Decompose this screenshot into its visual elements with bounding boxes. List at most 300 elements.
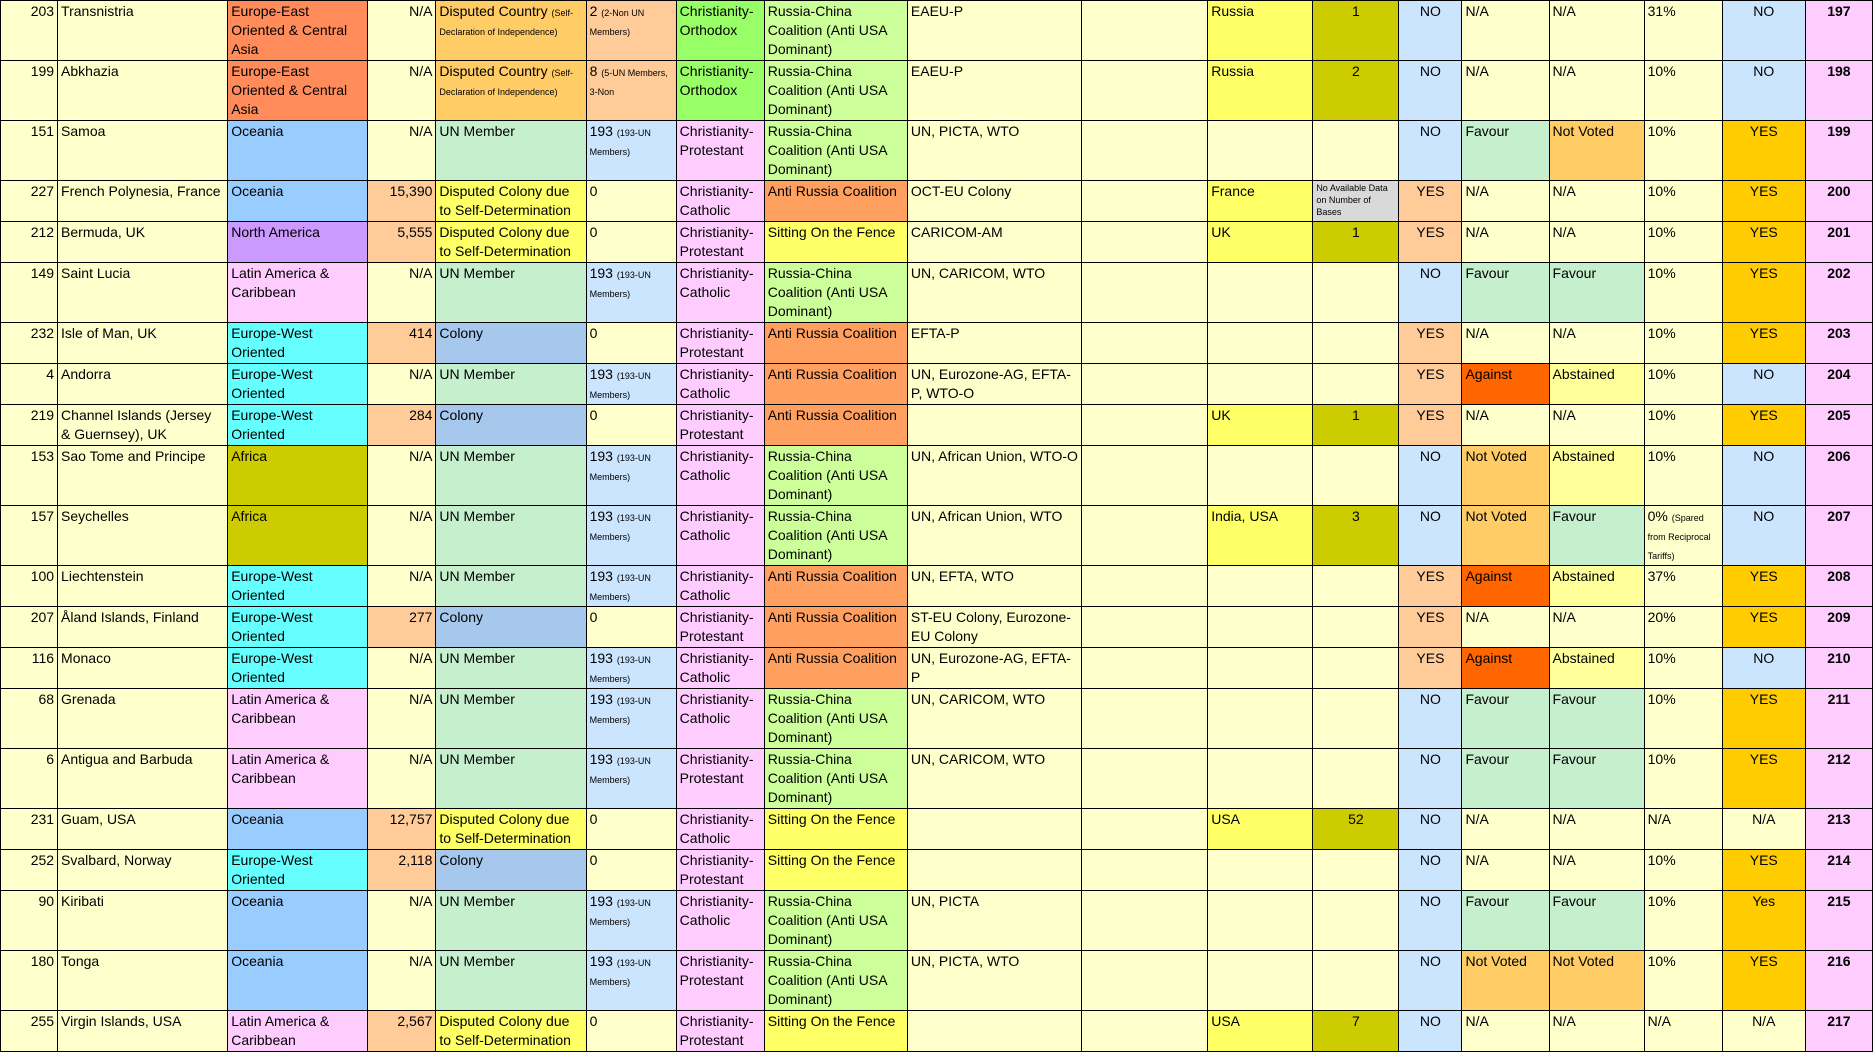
cell-flag[interactable] <box>1399 1011 1462 1052</box>
cell-bases-country[interactable] <box>1208 809 1313 850</box>
cell-id[interactable] <box>1 648 58 689</box>
cell-vote-1[interactable] <box>1462 891 1549 951</box>
cell-vote-2[interactable] <box>1549 566 1644 607</box>
cell-vote-2[interactable] <box>1549 364 1644 405</box>
cell-area[interactable] <box>368 121 436 181</box>
cell-rank[interactable] <box>1805 1 1872 61</box>
cell-members[interactable] <box>586 689 676 749</box>
cell-bases-country[interactable] <box>1208 566 1313 607</box>
cell-rank[interactable] <box>1805 222 1872 263</box>
cell-tariff[interactable] <box>1644 951 1722 1011</box>
cell-blank[interactable] <box>1082 1011 1208 1052</box>
cell-bases-count[interactable] <box>1313 648 1399 689</box>
cell-id[interactable] <box>1 566 58 607</box>
cell-religion[interactable] <box>676 607 764 648</box>
cell-status[interactable] <box>436 121 586 181</box>
cell-religion[interactable] <box>676 809 764 850</box>
cell-name[interactable] <box>58 607 228 648</box>
cell-orgs[interactable] <box>907 446 1081 506</box>
cell-name[interactable] <box>58 566 228 607</box>
cell-coalition[interactable] <box>764 323 907 364</box>
cell-area[interactable] <box>368 809 436 850</box>
cell-rank[interactable] <box>1805 648 1872 689</box>
cell-flag[interactable] <box>1399 446 1462 506</box>
cell-area[interactable] <box>368 749 436 809</box>
cell-blank[interactable] <box>1082 405 1208 446</box>
cell-blank[interactable] <box>1082 222 1208 263</box>
cell-bases-country[interactable] <box>1208 506 1313 566</box>
cell-religion[interactable] <box>676 121 764 181</box>
cell-vote-1[interactable] <box>1462 181 1549 222</box>
cell-vote-2[interactable] <box>1549 61 1644 121</box>
cell-id[interactable] <box>1 263 58 323</box>
cell-bases-country[interactable] <box>1208 1011 1313 1052</box>
cell-coalition[interactable] <box>764 263 907 323</box>
cell-area[interactable] <box>368 1 436 61</box>
cell-final[interactable] <box>1722 1011 1805 1052</box>
cell-tariff[interactable] <box>1644 1 1722 61</box>
cell-coalition[interactable] <box>764 951 907 1011</box>
cell-blank[interactable] <box>1082 749 1208 809</box>
cell-final[interactable] <box>1722 405 1805 446</box>
cell-rank[interactable] <box>1805 951 1872 1011</box>
cell-orgs[interactable] <box>907 809 1081 850</box>
cell-tariff[interactable] <box>1644 648 1722 689</box>
cell-final[interactable] <box>1722 121 1805 181</box>
cell-rank[interactable] <box>1805 364 1872 405</box>
cell-rank[interactable] <box>1805 181 1872 222</box>
cell-rank[interactable] <box>1805 61 1872 121</box>
cell-flag[interactable] <box>1399 648 1462 689</box>
cell-coalition[interactable] <box>764 689 907 749</box>
cell-region[interactable] <box>228 222 368 263</box>
cell-vote-1[interactable] <box>1462 689 1549 749</box>
cell-vote-2[interactable] <box>1549 648 1644 689</box>
cell-area[interactable] <box>368 951 436 1011</box>
cell-religion[interactable] <box>676 891 764 951</box>
cell-final[interactable] <box>1722 850 1805 891</box>
cell-rank[interactable] <box>1805 566 1872 607</box>
cell-members[interactable] <box>586 446 676 506</box>
cell-vote-2[interactable] <box>1549 749 1644 809</box>
cell-members[interactable] <box>586 1011 676 1052</box>
cell-area[interactable] <box>368 648 436 689</box>
cell-region[interactable] <box>228 1011 368 1052</box>
cell-final[interactable] <box>1722 323 1805 364</box>
cell-name[interactable] <box>58 951 228 1011</box>
cell-orgs[interactable] <box>907 891 1081 951</box>
cell-coalition[interactable] <box>764 749 907 809</box>
cell-status[interactable] <box>436 951 586 1011</box>
cell-name[interactable] <box>58 809 228 850</box>
cell-bases-count[interactable] <box>1313 809 1399 850</box>
cell-id[interactable] <box>1 364 58 405</box>
cell-bases-count[interactable] <box>1313 891 1399 951</box>
cell-orgs[interactable] <box>907 405 1081 446</box>
cell-vote-1[interactable] <box>1462 1 1549 61</box>
cell-bases-country[interactable] <box>1208 61 1313 121</box>
cell-rank[interactable] <box>1805 689 1872 749</box>
cell-bases-country[interactable] <box>1208 222 1313 263</box>
cell-id[interactable] <box>1 607 58 648</box>
cell-region[interactable] <box>228 364 368 405</box>
cell-religion[interactable] <box>676 566 764 607</box>
cell-vote-1[interactable] <box>1462 1011 1549 1052</box>
cell-region[interactable] <box>228 323 368 364</box>
cell-flag[interactable] <box>1399 364 1462 405</box>
cell-orgs[interactable] <box>907 689 1081 749</box>
cell-orgs[interactable] <box>907 648 1081 689</box>
cell-final[interactable] <box>1722 749 1805 809</box>
cell-blank[interactable] <box>1082 121 1208 181</box>
cell-vote-1[interactable] <box>1462 364 1549 405</box>
cell-members[interactable] <box>586 364 676 405</box>
cell-flag[interactable] <box>1399 689 1462 749</box>
cell-flag[interactable] <box>1399 222 1462 263</box>
cell-vote-2[interactable] <box>1549 181 1644 222</box>
cell-members[interactable] <box>586 891 676 951</box>
cell-status[interactable] <box>436 891 586 951</box>
cell-members[interactable] <box>586 809 676 850</box>
cell-blank[interactable] <box>1082 850 1208 891</box>
cell-bases-count[interactable] <box>1313 607 1399 648</box>
cell-vote-2[interactable] <box>1549 323 1644 364</box>
cell-tariff[interactable] <box>1644 607 1722 648</box>
cell-flag[interactable] <box>1399 566 1462 607</box>
cell-tariff[interactable] <box>1644 222 1722 263</box>
cell-bases-country[interactable] <box>1208 850 1313 891</box>
cell-tariff[interactable] <box>1644 809 1722 850</box>
cell-area[interactable] <box>368 364 436 405</box>
cell-vote-2[interactable] <box>1549 1011 1644 1052</box>
cell-bases-country[interactable] <box>1208 689 1313 749</box>
cell-members[interactable] <box>586 61 676 121</box>
cell-region[interactable] <box>228 891 368 951</box>
cell-members[interactable] <box>586 607 676 648</box>
cell-name[interactable] <box>58 263 228 323</box>
cell-tariff[interactable] <box>1644 749 1722 809</box>
cell-area[interactable] <box>368 222 436 263</box>
cell-status[interactable] <box>436 222 586 263</box>
cell-coalition[interactable] <box>764 405 907 446</box>
cell-coalition[interactable] <box>764 809 907 850</box>
cell-blank[interactable] <box>1082 506 1208 566</box>
cell-id[interactable] <box>1 1011 58 1052</box>
cell-status[interactable] <box>436 850 586 891</box>
cell-final[interactable] <box>1722 364 1805 405</box>
cell-members[interactable] <box>586 850 676 891</box>
cell-region[interactable] <box>228 749 368 809</box>
cell-flag[interactable] <box>1399 607 1462 648</box>
cell-id[interactable] <box>1 689 58 749</box>
cell-rank[interactable] <box>1805 850 1872 891</box>
cell-area[interactable] <box>368 323 436 364</box>
cell-vote-2[interactable] <box>1549 850 1644 891</box>
cell-region[interactable] <box>228 121 368 181</box>
cell-bases-count[interactable] <box>1313 1 1399 61</box>
cell-vote-1[interactable] <box>1462 566 1549 607</box>
cell-id[interactable] <box>1 446 58 506</box>
cell-id[interactable] <box>1 506 58 566</box>
cell-rank[interactable] <box>1805 607 1872 648</box>
cell-members[interactable] <box>586 222 676 263</box>
cell-vote-2[interactable] <box>1549 809 1644 850</box>
cell-members[interactable] <box>586 566 676 607</box>
cell-vote-2[interactable] <box>1549 506 1644 566</box>
cell-tariff[interactable] <box>1644 1011 1722 1052</box>
cell-vote-1[interactable] <box>1462 607 1549 648</box>
cell-rank[interactable] <box>1805 506 1872 566</box>
cell-vote-2[interactable] <box>1549 951 1644 1011</box>
cell-flag[interactable] <box>1399 405 1462 446</box>
cell-flag[interactable] <box>1399 749 1462 809</box>
cell-blank[interactable] <box>1082 951 1208 1011</box>
cell-id[interactable] <box>1 891 58 951</box>
cell-tariff[interactable] <box>1644 181 1722 222</box>
cell-vote-1[interactable] <box>1462 506 1549 566</box>
cell-tariff[interactable] <box>1644 323 1722 364</box>
cell-coalition[interactable] <box>764 121 907 181</box>
cell-final[interactable] <box>1722 181 1805 222</box>
cell-id[interactable] <box>1 181 58 222</box>
cell-vote-1[interactable] <box>1462 850 1549 891</box>
cell-id[interactable] <box>1 121 58 181</box>
cell-orgs[interactable] <box>907 1011 1081 1052</box>
cell-bases-country[interactable] <box>1208 891 1313 951</box>
cell-name[interactable] <box>58 323 228 364</box>
cell-orgs[interactable] <box>907 850 1081 891</box>
cell-vote-2[interactable] <box>1549 689 1644 749</box>
cell-bases-count[interactable] <box>1313 222 1399 263</box>
cell-coalition[interactable] <box>764 566 907 607</box>
cell-rank[interactable] <box>1805 405 1872 446</box>
cell-orgs[interactable] <box>907 951 1081 1011</box>
cell-blank[interactable] <box>1082 891 1208 951</box>
cell-religion[interactable] <box>676 749 764 809</box>
cell-tariff[interactable] <box>1644 850 1722 891</box>
cell-vote-2[interactable] <box>1549 263 1644 323</box>
cell-members[interactable] <box>586 951 676 1011</box>
cell-name[interactable] <box>58 689 228 749</box>
cell-religion[interactable] <box>676 1011 764 1052</box>
cell-bases-country[interactable] <box>1208 323 1313 364</box>
cell-bases-count[interactable] <box>1313 405 1399 446</box>
cell-status[interactable] <box>436 181 586 222</box>
cell-area[interactable] <box>368 405 436 446</box>
cell-tariff[interactable] <box>1644 121 1722 181</box>
cell-rank[interactable] <box>1805 121 1872 181</box>
cell-status[interactable] <box>436 263 586 323</box>
cell-members[interactable] <box>586 121 676 181</box>
cell-name[interactable] <box>58 121 228 181</box>
cell-blank[interactable] <box>1082 446 1208 506</box>
cell-name[interactable] <box>58 1 228 61</box>
cell-status[interactable] <box>436 446 586 506</box>
cell-religion[interactable] <box>676 1 764 61</box>
cell-final[interactable] <box>1722 506 1805 566</box>
cell-final[interactable] <box>1722 951 1805 1011</box>
cell-tariff[interactable] <box>1644 61 1722 121</box>
cell-status[interactable] <box>436 506 586 566</box>
cell-vote-1[interactable] <box>1462 121 1549 181</box>
cell-religion[interactable] <box>676 405 764 446</box>
cell-blank[interactable] <box>1082 181 1208 222</box>
cell-area[interactable] <box>368 850 436 891</box>
cell-orgs[interactable] <box>907 566 1081 607</box>
cell-rank[interactable] <box>1805 1011 1872 1052</box>
cell-vote-2[interactable] <box>1549 607 1644 648</box>
cell-area[interactable] <box>368 689 436 749</box>
cell-blank[interactable] <box>1082 364 1208 405</box>
cell-area[interactable] <box>368 181 436 222</box>
cell-name[interactable] <box>58 405 228 446</box>
cell-final[interactable] <box>1722 263 1805 323</box>
cell-vote-1[interactable] <box>1462 951 1549 1011</box>
cell-vote-1[interactable] <box>1462 405 1549 446</box>
cell-area[interactable] <box>368 446 436 506</box>
cell-bases-count[interactable] <box>1313 749 1399 809</box>
cell-religion[interactable] <box>676 506 764 566</box>
cell-region[interactable] <box>228 689 368 749</box>
cell-name[interactable] <box>58 364 228 405</box>
cell-flag[interactable] <box>1399 1 1462 61</box>
cell-tariff[interactable] <box>1644 506 1722 566</box>
cell-bases-count[interactable] <box>1313 566 1399 607</box>
cell-flag[interactable] <box>1399 951 1462 1011</box>
cell-region[interactable] <box>228 506 368 566</box>
cell-final[interactable] <box>1722 222 1805 263</box>
cell-orgs[interactable] <box>907 1 1081 61</box>
cell-orgs[interactable] <box>907 506 1081 566</box>
cell-region[interactable] <box>228 951 368 1011</box>
cell-region[interactable] <box>228 809 368 850</box>
cell-blank[interactable] <box>1082 61 1208 121</box>
cell-flag[interactable] <box>1399 121 1462 181</box>
cell-vote-1[interactable] <box>1462 61 1549 121</box>
cell-status[interactable] <box>436 1011 586 1052</box>
cell-final[interactable] <box>1722 1 1805 61</box>
cell-final[interactable] <box>1722 648 1805 689</box>
cell-status[interactable] <box>436 749 586 809</box>
cell-status[interactable] <box>436 1 586 61</box>
cell-bases-count[interactable] <box>1313 1011 1399 1052</box>
cell-bases-country[interactable] <box>1208 364 1313 405</box>
cell-region[interactable] <box>228 446 368 506</box>
cell-bases-country[interactable] <box>1208 749 1313 809</box>
cell-religion[interactable] <box>676 850 764 891</box>
cell-orgs[interactable] <box>907 607 1081 648</box>
cell-id[interactable] <box>1 1 58 61</box>
cell-flag[interactable] <box>1399 181 1462 222</box>
cell-area[interactable] <box>368 61 436 121</box>
cell-status[interactable] <box>436 689 586 749</box>
cell-vote-1[interactable] <box>1462 749 1549 809</box>
cell-final[interactable] <box>1722 809 1805 850</box>
cell-name[interactable] <box>58 506 228 566</box>
cell-members[interactable] <box>586 1 676 61</box>
cell-religion[interactable] <box>676 222 764 263</box>
cell-bases-country[interactable] <box>1208 446 1313 506</box>
cell-rank[interactable] <box>1805 749 1872 809</box>
cell-vote-1[interactable] <box>1462 323 1549 364</box>
cell-rank[interactable] <box>1805 263 1872 323</box>
cell-status[interactable] <box>436 405 586 446</box>
cell-religion[interactable] <box>676 689 764 749</box>
cell-orgs[interactable] <box>907 61 1081 121</box>
cell-vote-2[interactable] <box>1549 222 1644 263</box>
cell-rank[interactable] <box>1805 323 1872 364</box>
cell-status[interactable] <box>436 648 586 689</box>
cell-name[interactable] <box>58 749 228 809</box>
cell-id[interactable] <box>1 809 58 850</box>
cell-tariff[interactable] <box>1644 364 1722 405</box>
cell-coalition[interactable] <box>764 607 907 648</box>
cell-region[interactable] <box>228 405 368 446</box>
cell-orgs[interactable] <box>907 121 1081 181</box>
cell-religion[interactable] <box>676 263 764 323</box>
cell-name[interactable] <box>58 891 228 951</box>
cell-area[interactable] <box>368 607 436 648</box>
cell-coalition[interactable] <box>764 61 907 121</box>
cell-coalition[interactable] <box>764 506 907 566</box>
cell-region[interactable] <box>228 181 368 222</box>
cell-religion[interactable] <box>676 648 764 689</box>
cell-bases-country[interactable] <box>1208 607 1313 648</box>
cell-id[interactable] <box>1 951 58 1011</box>
cell-name[interactable] <box>58 222 228 263</box>
cell-area[interactable] <box>368 1011 436 1052</box>
cell-id[interactable] <box>1 405 58 446</box>
cell-flag[interactable] <box>1399 850 1462 891</box>
cell-blank[interactable] <box>1082 809 1208 850</box>
cell-status[interactable] <box>436 323 586 364</box>
cell-orgs[interactable] <box>907 364 1081 405</box>
cell-orgs[interactable] <box>907 263 1081 323</box>
cell-area[interactable] <box>368 506 436 566</box>
cell-name[interactable] <box>58 181 228 222</box>
cell-final[interactable] <box>1722 446 1805 506</box>
cell-status[interactable] <box>436 61 586 121</box>
cell-bases-count[interactable] <box>1313 850 1399 891</box>
cell-region[interactable] <box>228 61 368 121</box>
cell-coalition[interactable] <box>764 1011 907 1052</box>
cell-final[interactable] <box>1722 689 1805 749</box>
cell-religion[interactable] <box>676 364 764 405</box>
cell-vote-1[interactable] <box>1462 222 1549 263</box>
cell-bases-count[interactable] <box>1313 121 1399 181</box>
cell-status[interactable] <box>436 566 586 607</box>
cell-final[interactable] <box>1722 566 1805 607</box>
cell-area[interactable] <box>368 566 436 607</box>
cell-vote-2[interactable] <box>1549 891 1644 951</box>
cell-bases-country[interactable] <box>1208 648 1313 689</box>
cell-coalition[interactable] <box>764 222 907 263</box>
cell-bases-country[interactable] <box>1208 263 1313 323</box>
cell-coalition[interactable] <box>764 446 907 506</box>
cell-name[interactable] <box>58 648 228 689</box>
cell-bases-count[interactable] <box>1313 323 1399 364</box>
cell-id[interactable] <box>1 850 58 891</box>
cell-area[interactable] <box>368 891 436 951</box>
cell-vote-1[interactable] <box>1462 648 1549 689</box>
cell-region[interactable] <box>228 607 368 648</box>
cell-tariff[interactable] <box>1644 689 1722 749</box>
cell-religion[interactable] <box>676 446 764 506</box>
cell-members[interactable] <box>586 263 676 323</box>
cell-flag[interactable] <box>1399 506 1462 566</box>
cell-final[interactable] <box>1722 61 1805 121</box>
cell-final[interactable] <box>1722 607 1805 648</box>
